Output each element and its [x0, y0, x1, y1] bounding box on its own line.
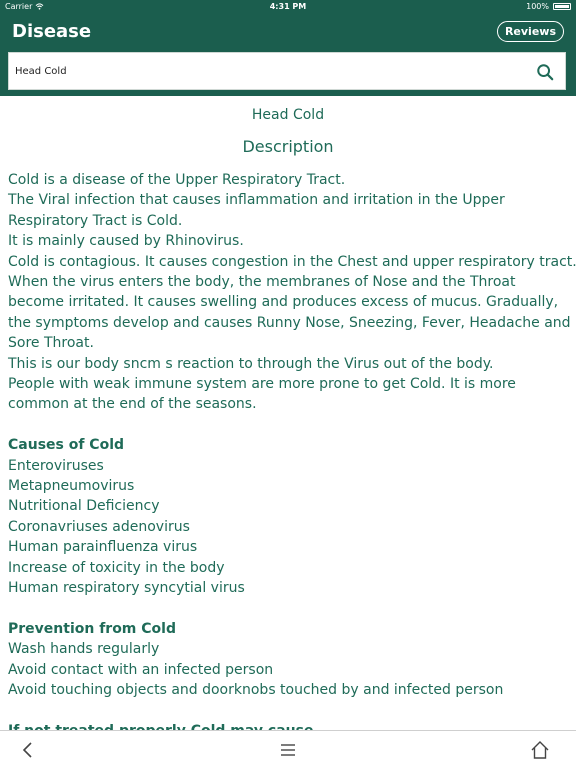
- home-icon[interactable]: [530, 740, 550, 760]
- page-title: Disease: [12, 21, 92, 42]
- status-right: [526, 2, 571, 11]
- description-line: Respiratory Tract is Cold.: [8, 212, 183, 229]
- status-bar: [0, 0, 576, 15]
- cause-item: Human parainfluenza virus: [8, 539, 198, 556]
- cause-item: Increase of toxicity in the body: [8, 559, 225, 576]
- search-icon[interactable]: [536, 63, 554, 81]
- cause-item: Metapneumovirus: [8, 478, 135, 495]
- description-line: The Viral infection that causes inflammation and irritation in the Upper: [8, 192, 505, 209]
- causes-heading: Causes of Cold: [8, 437, 125, 454]
- battery-icon: [553, 3, 571, 10]
- search-input[interactable]: [8, 52, 566, 90]
- description-line: Cold is a disease of the Upper Respiratory Tract.: [8, 172, 346, 188]
- menu-icon[interactable]: [278, 740, 298, 760]
- battery-percent: 100%: [526, 2, 549, 11]
- spacer: [8, 701, 570, 721]
- cause-item: Coronavriuses adenovirus: [8, 518, 190, 535]
- carrier-label: Carrier: [5, 2, 33, 11]
- description-line: the symptoms develop and causes Runny Nose, Sneezing, Fever, Headache and: [8, 314, 571, 331]
- prevention-item: Avoid touching objects and doorknobs touched by and infected person: [8, 682, 504, 699]
- cause-item: Nutritional Deficiency: [8, 498, 160, 515]
- description-line: Cold is contagious. It causes congestion in the Chest and upper respiratory tract.: [8, 253, 577, 270]
- description-line: It is mainly caused by Rhinovirus.: [8, 233, 244, 250]
- navigation-bar: [0, 15, 576, 50]
- bottom-toolbar: [0, 730, 576, 768]
- cause-item: Enteroviruses: [8, 457, 104, 474]
- search-bar: [0, 50, 576, 96]
- prevention-item: Wash hands regularly: [8, 641, 160, 658]
- cause-item: Human respiratory syncytial virus: [8, 580, 245, 597]
- status-time: 4:31 PM: [269, 2, 307, 11]
- description-line: become irritated. It causes swelling and produces excess of mucus. Gradually,: [8, 294, 559, 311]
- description-line: This is our body sncm s reaction to through the Virus out of the body.: [8, 355, 494, 372]
- content-body: [8, 170, 577, 741]
- prevention-item: Avoid contact with an infected person: [8, 661, 274, 678]
- description-line: Sore Throat.: [8, 335, 94, 352]
- spacer: [8, 415, 570, 435]
- spacer: [8, 599, 570, 619]
- description-line: People with weak immune system are more prone to get Cold. It is more: [8, 376, 516, 393]
- back-chevron-icon[interactable]: [18, 740, 38, 760]
- description-heading: Description: [242, 137, 334, 156]
- reviews-button[interactable]: Reviews: [497, 21, 564, 42]
- prevention-heading: Prevention from Cold: [8, 620, 176, 637]
- disease-content: [0, 100, 576, 730]
- description-line: common at the end of the seasons.: [8, 396, 257, 413]
- description-line: When the virus enters the body, the membranes of Nose and the Throat: [8, 274, 516, 291]
- disease-title: Head Cold: [251, 107, 325, 123]
